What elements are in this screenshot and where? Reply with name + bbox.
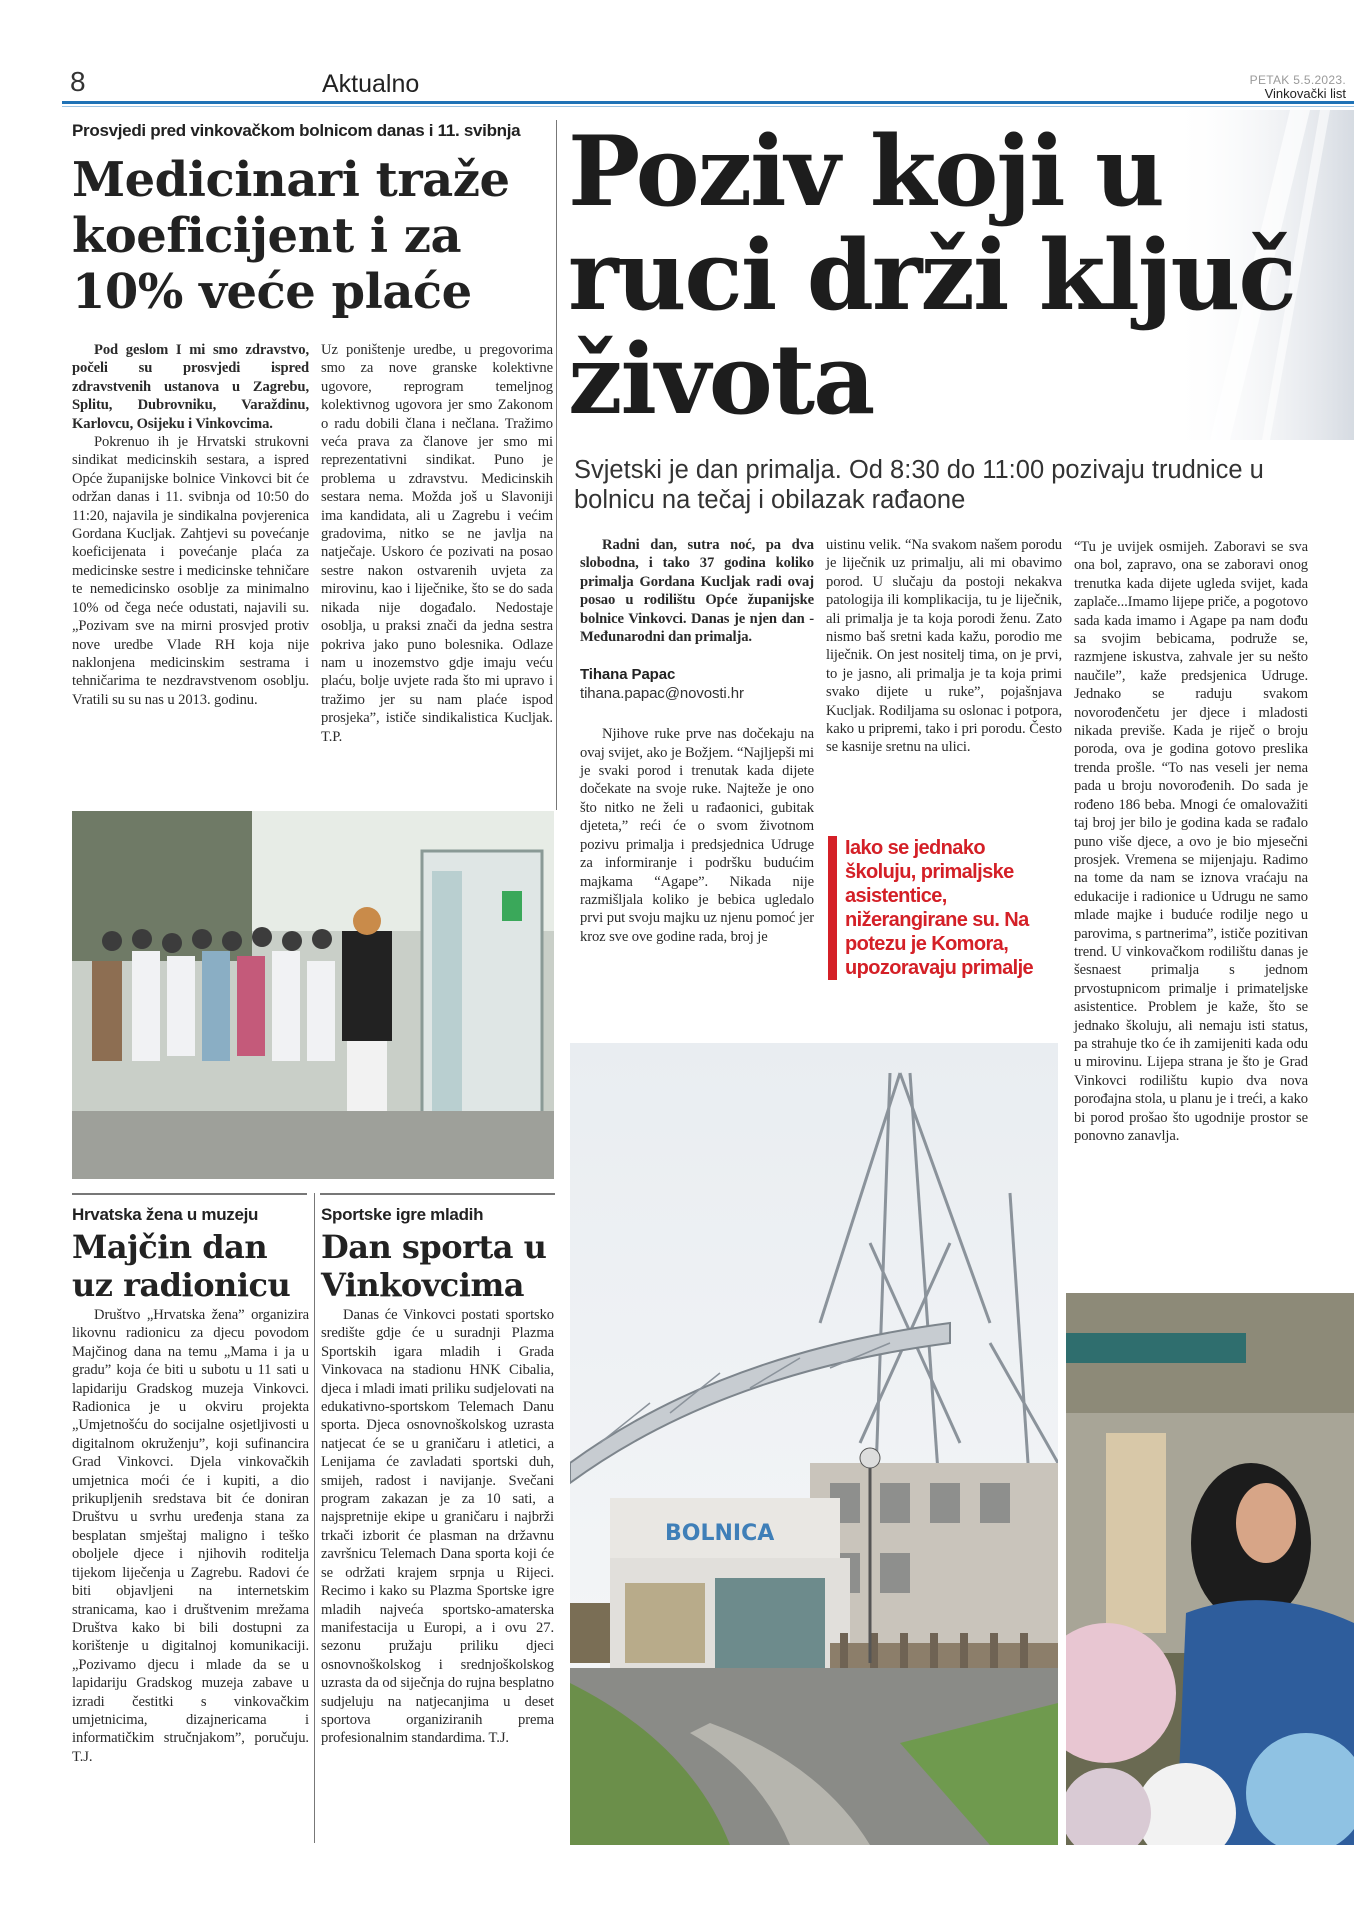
- newspaper-name: Vinkovački list: [1264, 86, 1346, 101]
- pull-quote: Iako se jednako školuju, primaljske asistentice, nižerangirane su. Na potezu je Komora, upozoravaju primalje: [828, 836, 1058, 980]
- midwife-body-3: “Tu je uvijek osmijeh. Zaboravi se sva ona bol, zapravo, ona se zaboravi onog trenutka kada dijete ugleda svijet, kada zaplače...Imamo lijepe priče, a pogotovo sada kada imamo i Agape pa nam dođu sa svojim bebicama, podruže se, razmjene iskustva, zahvale jer su nešto naučile”, kaže predsjenica Udruge. Jednako se raduju svakom novorođenčetu jer djece i mladosti nikada previše. Kada je riječ o broju poroda, ova je godina gotovo preslika trenda prošle. “To nas veseli jer nema pada u broju novorođenih. Do sada je rođeno 186 beba. Mnogi će omalovažiti taj broj jer bilo je godina kada se rađalo puno više djece, a ovo je bio mjesečni prosjek. Vremena se mijenjaju. Radimo na tome da nam se iznova vraćaju na edukacije i radionice u Udrugu ne samo mlade majke i buduće rodilje nego u parovima, s partnerima”, ističe pozitivan trend. U vinkovačkom rodilištu danas je šesnaest primalja s jednom prvostupnicom primalje i primateljske asistentice. Problem je kaže, što se jednako školuju, ali nemaju isti status, pa strahuje tko će ih zamijeniti kada odu u mirovinu. Lijepa strana je što je Grad Vinkovci rodilištu kupio dva nova porođajna stola, u planu je i treći, a kako bi porod prošao što ugodnije prostor se ponovno zanavlja.: [1074, 539, 1308, 1144]
- sport-headline: Dan sporta u Vinkovcima: [321, 1228, 547, 1304]
- protest-headline: Medicinari traže koeficijent i za 10% veće plaće: [72, 152, 510, 320]
- column-divider: [314, 1193, 315, 1843]
- section-rule: [72, 1193, 307, 1195]
- mothers-day-headline: Majčin dan uz radionicu: [72, 1228, 291, 1304]
- sport-kicker: Sportske igre mladih: [321, 1205, 484, 1224]
- protest-column-1: [72, 341, 309, 709]
- protest-lead: Pod geslom I mi smo zdravstvo, počeli su prosvjedi ispred zdravstvenih ustanova u Zagrebu, Splitu, Dubrovniku, Varaždinu, Karlovcu, Osijeku i Vinkovcima.: [72, 342, 309, 432]
- hospital-photo: [570, 1043, 1058, 1845]
- mothers-day-body-column: [72, 1306, 309, 1766]
- midwife-body-1: Njihove ruke prve nas dočekaju na ovaj svijet, ako je Božjem. “Najljepši mi je svaki porod i trenutak kada dijete dočekate na svoje ruke. Najteže je ono što nitko ne želi u rađaonici, gubitak djeteta,” reći će o svom životnom pozivu primalja i predsjednica Udruge za informiranje i podršku budućim majkama “Agape”. Nikada nije razmišljala koliko je bebica ugledalo prvi put svoju majku uz njenu pomoć jer kroz sve ove godine rada, broj je: [580, 726, 814, 945]
- midwife-column-1: [580, 536, 814, 946]
- bolnica-sign: BOLNICA: [665, 1521, 775, 1546]
- issue-date: PETAK 5.5.2023.: [1249, 73, 1346, 87]
- midwife-column-3: [1074, 538, 1308, 1145]
- mothers-day-kicker: Hrvatska žena u muzeju: [72, 1205, 259, 1224]
- protest-body-2: Uz poništenje uredbe, u pregovorima smo za nove granske kolektivne ugovore, reprogram temeljnog kolektivnog ugovora jer smo Zakonom o radu dobili člana i nečlana. Tražimo veća prava za članove jer smo mi reprezentativni sindikat. Puno je problema u zdravstvu. Medicinskih sestara nema. Možda još u Slavoniji ima kandidata, ali u Zagrebu i većim gradovima, nitko se ne javlja na natječaje. Uskoro će pozivati na posao sestre nakon ostvarenih uvjeta za mirovinu, kao i liječnike, što se do sada nikada nije događalo. Nedostaje osoblja, u praksi znači da jedna sestra pokriva jako puno bolesnika. Odlaze nam u inozemstvo gdje imaju veću plaću, bolje uvjete rada što mi upravo i tražimo jer su nam plaće ispod prosjeka”, ističe sindikalistica Kucljak. T.P.: [321, 342, 553, 745]
- sport-body: Danas će Vinkovci postati sportsko središte gdje će u suradnji Plazma Sportskih igara mladih i Grada Vinkovaca na stadionu HNK Cibalia, djeca i mladi imati priliku sudjelovati na edukativno-sportskom Telemach Danu sporta. Djeca osnovnoškolskog uzrasta natjecat će se u graničaru i atletici, a Lenijama će zavladati sportski duh, smijeh, radost i navijanje. Svečani program zakazan je za 10 sati, a najspretnije ekipe u graničaru i najbrži trkači izborit će plasman na državnu završnicu Telemach Dana sporta koji će se održati krajem srpnja u Rijeci. Recimo i kako su Plazma Sportske igre mladih najveća sportsko-amaterska manifestacija u Europi, a i ovu 27. sezonu pružaju priliku djeci osnovnoškolskog i srednjoškolskog uzrasta da od siječnja do rujna besplatno sudjeluju na natjecanjima u deset sportova organiziranih prema profesionalnim standardima. T.J.: [321, 1307, 554, 1747]
- midwife-headline: Poziv koji u ruci drži ključ života: [568, 115, 1295, 436]
- sport-body-column: [321, 1306, 554, 1748]
- protest-kicker: Prosvjedi pred vinkovačkom bolnicom danas i 11. svibnja: [72, 121, 521, 140]
- mothers-day-body: Društvo „Hrvatska žena” organizira likovnu radionicu za djecu povodom Majčinog dana na temu „Mama i ja u gradu” koja će biti u subotu u 11 sati u lapidariju Gradskog muzeja Vinkovci. Radionica je u okviru projekta „Umjetnošću do socijalne osjetljivosti u digitalnom okruženju”, koji sufinancira Grad Vinkovci. Djela vinkovačkih umjetnica moći će i kupiti, a dio prikupljenih sredstava bit će doniran Društvu u svrhu uređenja stana za besplatan smještaj maligno i teško oboljele djece i njihovih roditelja tijekom liječenja u Zagrebu. Radovi će biti objavljeni na internetskim stranicama, kao i društvenim mrežama Društva kako bi bili dostupni za korištenje u digitalnoj komunikaciji. „Pozivamo djecu i mlade da se u lapidariju Gradskog muzeja zabave u izradi čestitki s vinkovačkim umjetnicima, dizajnericama i informatičkim stručnjakom”, poručuju. T.J.: [72, 1307, 309, 1765]
- column-divider: [556, 120, 557, 810]
- midwife-lead: Radni dan, sutra noć, pa dva slobodna, i tako 37 godina koliko primalja Gordana Kucljak radi ovaj posao u rodilištu Opće županijske bolnice Vinkovci. Danas je njen dan - Međunarodni dan primalja.: [580, 537, 814, 646]
- author-email[interactable]: tihana.papac@novosti.hr: [580, 684, 744, 702]
- protest-photo: [72, 811, 554, 1179]
- section-rule: [320, 1193, 555, 1195]
- midwife-portrait-photo: [1066, 1293, 1354, 1845]
- section-title: Aktualno: [322, 70, 420, 98]
- midwife-deck: Svjetski je dan primalja. Od 8:30 do 11:00 pozivaju trudnice u bolnicu na tečaj i obilazak rađaone: [574, 456, 1264, 514]
- protest-column-2: [321, 341, 553, 746]
- protest-body-1: Pokrenuo ih je Hrvatski strukovni sindikat medicinskih sestara, a ispred Opće županijske bolnice Vinkovci bit će održan danas i 11. svibnja od 10:50 do 11:20, najavila je sindikalna povjerenica Gordana Kucljak. Zahtjevi su povećanje koeficijenata i povećanje plaća za medicinske sestre i medicinske tehničare te nemedicinsko osoblje za minimalno 10% od čega neće odustati, najavili su. „Pozivam sve na mirni prosvjed protiv nove uredbe Vlade RH koja nije naklonjena medicinskim sestrama i tehničarima te nezdravstvenom osoblju. Vratili su su nas u 2013. godinu.: [72, 434, 309, 708]
- header-rule-thin: [62, 106, 1354, 107]
- midwife-column-2: [826, 536, 1062, 757]
- page-number: 8: [70, 66, 86, 97]
- author-name: Tihana Papac: [580, 666, 676, 684]
- header-rule: [62, 101, 1354, 104]
- midwife-body-2: uistinu velik. “Na svakom našem porodu je liječnik uz primalju, ali mi obavimo porod. U slučaju da postoji nekakva patologija ili komplikacija, tu je liječnik, ali primalja je ta koja porodi ženu. Zato nismo baš sretni kada kažu, porodio me liječnik. On jest nositelj tima, on je prvi, to je jasno, ali primalja je ta koja primi svako dijete u ruke”, pojašnjava Kucljak. Rodiljama su oslonac i potpora, kako u pripremi, tako i pri porodu. Često se kasnije sretnu na ulici.: [826, 537, 1062, 756]
